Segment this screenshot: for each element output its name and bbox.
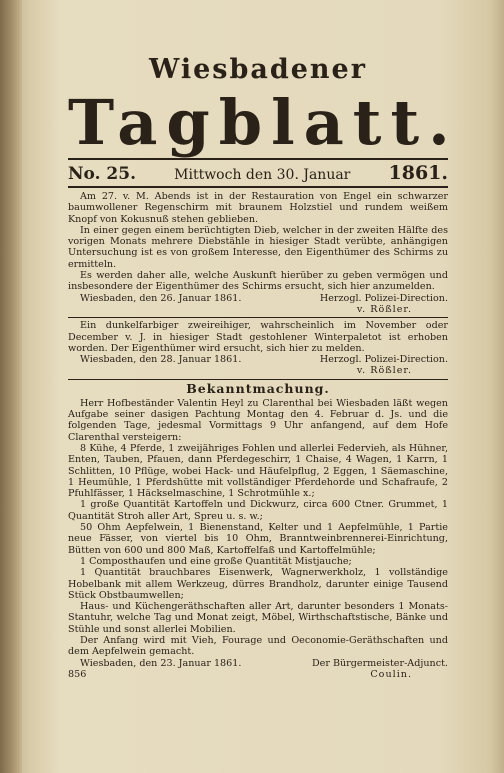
signature-line: [68, 293, 448, 304]
signer: v. Rößler.: [356, 303, 412, 315]
issue-number: No. 25.: [68, 164, 136, 184]
paragraph: Ein dunkelfarbiger zweireihiger, wahrscheinlich im November oder December v. J. in hiesiger Stadt gestohlener Winterpaletot ist erhoben worden. Der Eigenthümer wird ersucht, sich hier zu melden.: [68, 320, 448, 354]
paragraph: 1 Composthaufen und eine große Quantität Mistjauche;: [80, 555, 352, 567]
paragraph: Am 27. v. M. Abends ist in der Restauration von Engel ein schwarzer baumwollener Regenschirm mit braunem Holzstiel und rundem weißem Knopf von Kokusnuß stehen geblieben.: [68, 191, 448, 225]
paragraph: In einer gegen einem berüchtigten Dieb, welcher in der zweiten Hälfte des vorigen Monats mehrere Diebstähle in hiesiger Stadt verübte, anhängigen Untersuchung ist es von großem Interesse, den Eigenthümer des Schirms zu ermitteln.: [68, 224, 448, 270]
paragraph: Der Anfang wird mit Vieh, Fourage und Oeconomie-Geräthschaften und dem Aepfelwein gemacht.: [68, 634, 448, 658]
book-spine: [0, 0, 22, 773]
notice-umbrella: [68, 191, 448, 315]
signature-line: [68, 669, 448, 680]
masthead-title: Tagblatt.: [68, 86, 459, 159]
paragraph: 50 Ohm Aepfelwein, 1 Bienenstand, Kelter und 1 Aepfelmühle, 1 Partie neue Fässer, von viertel bis 10 Ohm, Branntweinbrennerei-Einrichtung, Bütten von 600 und 800 Maß, Kartoffelfaß und Kartoffelmühle;: [68, 522, 448, 556]
separator-rule: [68, 379, 448, 380]
issue-year: 1861.: [388, 162, 448, 184]
paragraph: 1 Quantität brauchbares Eisenwerk, Wagnerwerkholz, 1 vollständige Hobelbank mit allem Werkzeug, dürres Brandholz, darunter einige Tausend Stück Obstbaumwellen;: [68, 567, 448, 601]
paragraph: Es werden daher alle, welche Auskunft hierüber zu geben vermögen und insbesondere der Eigenthümer des Schirms ersucht, sich hier anzumelden.: [68, 270, 448, 293]
page-number: 856: [68, 668, 87, 680]
authority: Herzogl. Polizei-Direction.: [319, 292, 448, 304]
paragraph: Herr Hofbeständer Valentin Heyl zu Clarenthal bei Wiesbaden läßt wegen Aufgabe seiner dasigen Pachtung Montag den 4. Februar d. Js. und die folgenden Tage, jedesmal Vormittags 9 Uhr anfangend, auf dem Hofe Clarenthal versteigern:: [68, 397, 448, 443]
masthead-city: Wiesbadener: [149, 54, 367, 85]
section-title: Bekanntmachung.: [186, 380, 330, 396]
newspaper-page: [68, 40, 459, 680]
place-date: Wiesbaden, den 23. Januar 1861.: [80, 657, 242, 669]
authority: Herzogl. Polizei-Direction.: [319, 354, 448, 366]
signer: Coulin.: [370, 668, 412, 680]
signer: v. Rößler.: [356, 365, 412, 377]
paragraph: 8 Kühe, 4 Pferde, 1 zweijähriges Fohlen und allerlei Federvieh, als Hühner, Enten, Tauben, Pfauen, dann Pferdegeschirr, 1 Chaise, 4 Wagen, 1 Karrn, 1 Schlitten, 10 Pflüge, wobei Hack- und Häufelpflug, 2 Eggen, 1 Säemaschine, 1 Heumühle, 1 Pferdshütte mit vollständiger Pferdehorde und Schafraufe, 2 Pfuhlfässer, 1 Häckselmaschine, 1 Schrotmühle x.;: [68, 442, 448, 500]
notice-coat: [68, 320, 448, 376]
signature-line: [68, 354, 448, 365]
dateline-rule: [68, 186, 448, 188]
signature-line: [68, 658, 448, 669]
paragraph: 1 große Quantität Kartoffeln und Dickwurz, circa 600 Ctner. Grummet, 1 Quantität Stroh aller Art, Spreu u. s. w.;: [68, 499, 448, 522]
place-date: Wiesbaden, den 26. Januar 1861.: [80, 292, 242, 304]
dateline: [68, 160, 448, 186]
issue-date: Mittwoch den 30. Januar: [174, 167, 351, 183]
separator-rule: [68, 317, 448, 318]
notice-auction: [68, 398, 448, 680]
place-date: Wiesbaden, den 28. Januar 1861.: [80, 354, 242, 366]
authority: Der Bürgermeister-Adjunct.: [311, 657, 448, 669]
paragraph: Haus- und Küchengeräthschaften aller Art, darunter besonders 1 Monats-Stantuhr, welche Tag und Monat zeigt, Möbel, Wirthschaftstische, Bänke und Stühle und sonst allerlei Mobilien.: [68, 601, 448, 635]
